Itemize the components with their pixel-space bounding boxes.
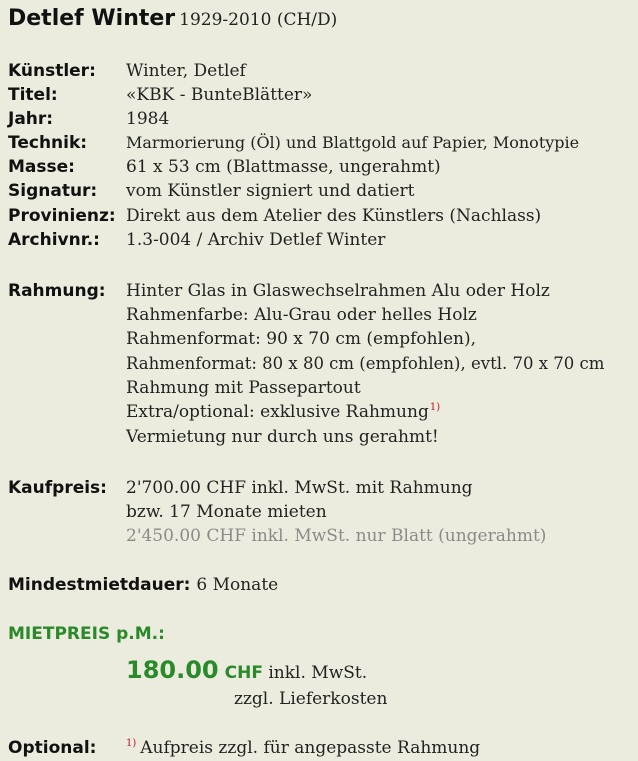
label-signatur: Signatur: <box>8 181 98 201</box>
label-kuenstler: Künstler: <box>8 61 96 81</box>
value-mindestmiete: 6 Monate <box>196 575 279 595</box>
mindestmiete-row <box>8 574 278 596</box>
value-kuenstler: Winter, Detlef <box>126 61 246 81</box>
label-archivnr: Archivnr.: <box>8 230 100 250</box>
rahmung-exklusiv-text: Extra/optional: exklusive Rahmung <box>126 402 429 422</box>
mietpreis-row <box>126 656 367 687</box>
artist-title <box>8 6 337 31</box>
label-technik: Technik: <box>8 133 88 153</box>
rahmung-line: Hinter Glas in Glaswechselrahmen Alu oder Holz <box>126 281 550 301</box>
artist-name: Detlef Winter <box>8 6 176 31</box>
value-archivnr: 1.3-004 / Archiv Detlef Winter <box>126 230 386 250</box>
value-provinienz: Direkt aus dem Atelier des Künstlers (Nachlass) <box>126 206 542 226</box>
label-kaufpreis: Kaufpreis: <box>8 478 107 498</box>
rahmung-line: Rahmenformat: 80 x 80 cm (empfohlen), evtl. 70 x 70 cm <box>126 354 605 373</box>
label-rahmung: Rahmung: <box>8 281 106 301</box>
mietpreis-amount: 180.00 <box>126 656 219 684</box>
label-titel: Titel: <box>8 85 58 105</box>
label-jahr: Jahr: <box>8 109 54 129</box>
value-masse: 61 x 53 cm (Blattmasse, ungerahmt) <box>126 157 441 177</box>
rahmung-line: Rahmung mit Passepartout <box>126 378 361 398</box>
mietpreis-tax: inkl. MwSt. <box>268 663 368 683</box>
label-masse: Masse: <box>8 157 75 177</box>
label-provinienz: Provinienz: <box>8 206 116 226</box>
kaufpreis-line1: 2'700.00 CHF inkl. MwSt. mit Rahmung <box>126 478 473 498</box>
footnote-mark: 1) <box>126 738 137 750</box>
rahmung-line-exklusiv <box>126 401 440 423</box>
label-mindestmiete: Mindestmietdauer: <box>8 575 191 595</box>
mietpreis-extra: zzgl. Lieferkosten <box>234 689 388 709</box>
rahmung-line: Rahmenfarbe: Alu-Grau oder helles Holz <box>126 305 477 325</box>
rahmung-line: Rahmenformat: 90 x 70 cm (empfohlen), <box>126 329 477 349</box>
label-mietpreis: MIETPREIS p.M.: <box>8 624 165 644</box>
value-signatur: vom Künstler signiert und datiert <box>126 181 415 201</box>
optional-row <box>126 737 480 759</box>
kaufpreis-line2: bzw. 17 Monate mieten <box>126 502 327 522</box>
artist-years: 1929-2010 (CH/D) <box>179 10 338 30</box>
value-optional: Aufpreis zzgl. für angepasste Rahmung <box>140 738 481 758</box>
value-jahr: 1984 <box>126 109 170 129</box>
value-titel: «KBK - BunteBlätter» <box>126 85 313 105</box>
label-optional: Optional: <box>8 738 97 758</box>
rahmung-line: Vermietung nur durch uns gerahmt! <box>126 427 439 447</box>
mietpreis-currency: CHF <box>224 663 263 683</box>
value-technik: Marmorierung (Öl) und Blattgold auf Papier, Monotypie <box>126 133 580 152</box>
kaufpreis-line3: 2'450.00 CHF inkl. MwSt. nur Blatt (ungerahmt) <box>126 526 547 546</box>
footnote-mark: 1) <box>429 402 441 414</box>
